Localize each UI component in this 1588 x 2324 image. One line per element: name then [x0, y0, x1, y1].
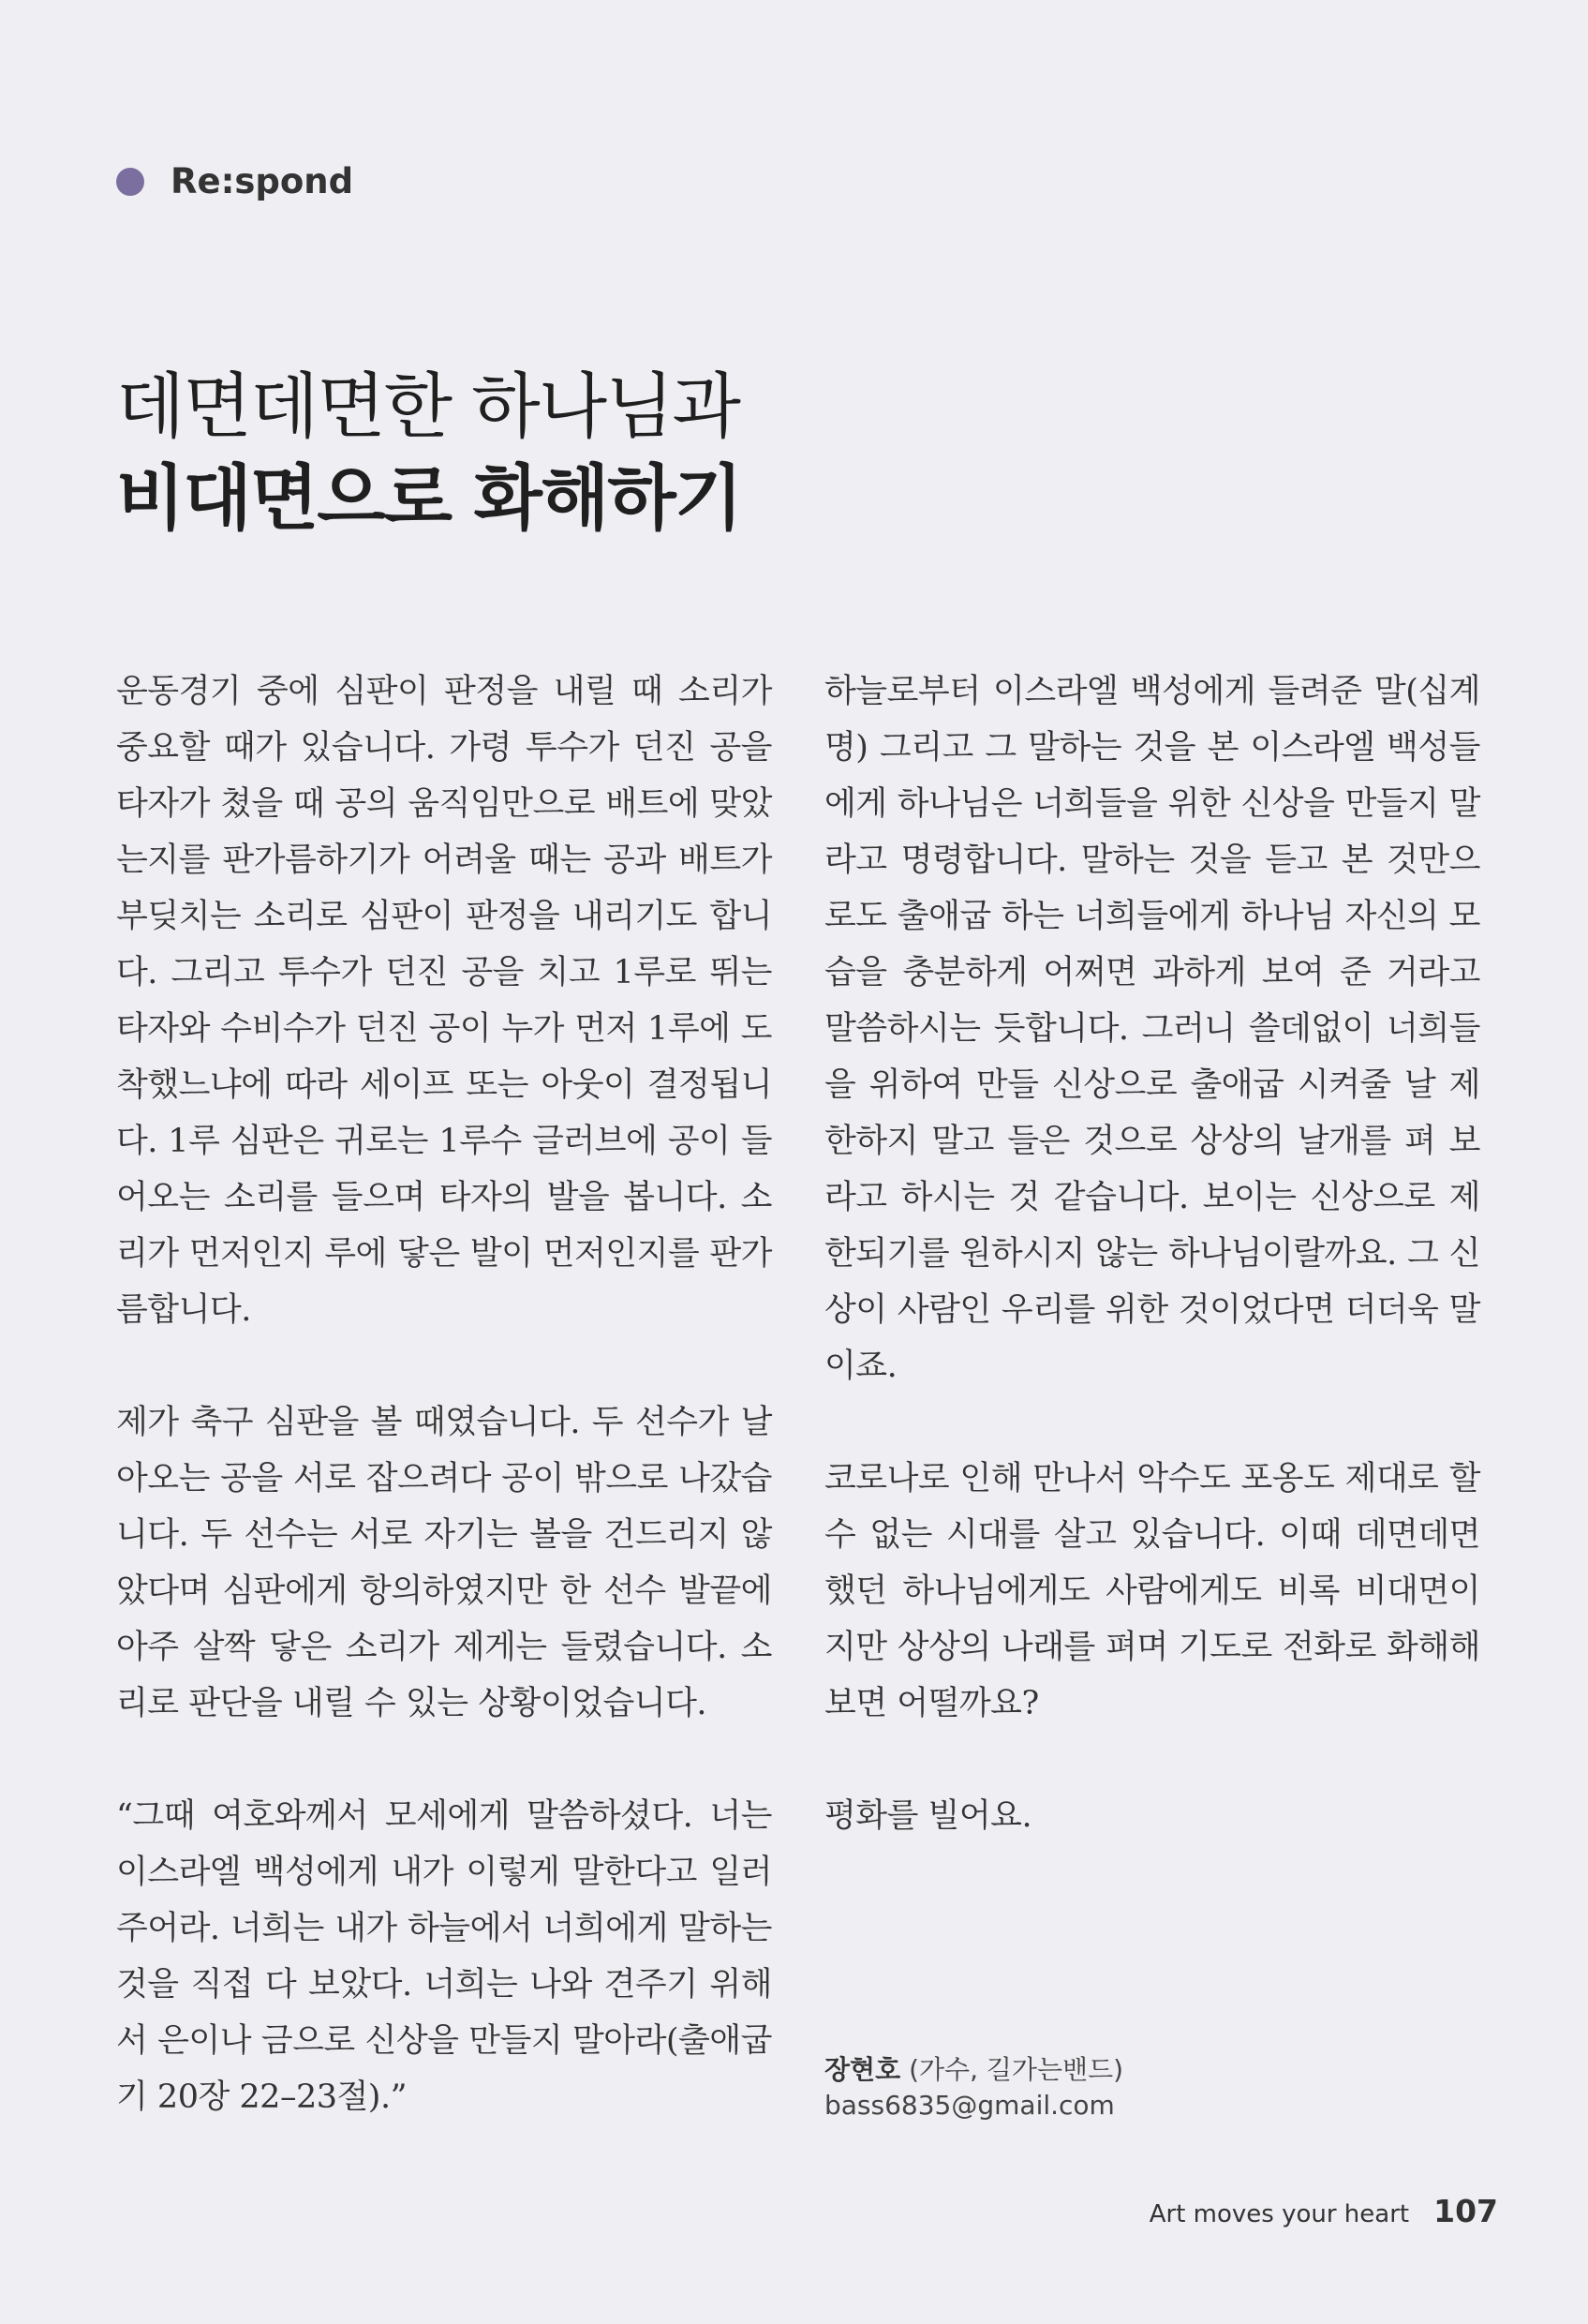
article-title-line2: 비대면으로 화해하기	[116, 456, 742, 540]
scripture-quote: “그때 여호와께서 모세에게 말씀하셨다. 너는 이스라엘 백성에게 내가 이렇게 말한다고 일러 주어라. 너희는 내가 하늘에서 너희에게 말하는 것을 직접 다 보았다. 너희는 나와 견주기 위해서 은이나 금으로 신상을 만들지 말아라(출애굽기 20장 22–23절).”	[116, 1797, 772, 2116]
footer-tagline: Art moves your heart	[1149, 2200, 1410, 2228]
section-bullet-icon	[116, 168, 144, 196]
closing-line: 평화를 빌어요.	[824, 1797, 1032, 1835]
left-column	[116, 663, 772, 2182]
author-name: 장현호	[824, 2054, 901, 2085]
article-title	[116, 361, 741, 544]
section-label: Re:spond	[171, 161, 354, 201]
author-email[interactable]: bass6835@gmail.com	[824, 2090, 1115, 2121]
right-column	[824, 663, 1480, 1900]
author-role: (가수, 길가는밴드)	[909, 2054, 1124, 2085]
body-paragraph: 하늘로부터 이스라엘 백성에게 들려준 말(십계명) 그리고 그 말하는 것을 본 이스라엘 백성들에게 하나님은 너희들을 위한 신상을 만들지 말라고 명령합니다. 말하는 것을 듣고 본 것만으로도 출애굽 하는 너희들에게 하나님 자신의 모습을 충분하게 어쩌면 과하게 보여 준 거라고 말씀하시는 듯합니다. 그러니 쓸데없이 너희들을 위하여 만들 신상으로 출애굽 시켜줄 날 제한하지 말고 들은 것으로 상상의 날개를 펴 보라고 하시는 것 같습니다. 보이는 신상으로 제한되기를 원하시지 않는 하나님이랄까요. 그 신상이 사람인 우리를 위한 것이었다면 더더욱 말이죠.	[824, 673, 1480, 1385]
page-number: 107	[1433, 2193, 1498, 2229]
body-paragraph: 코로나로 인해 만나서 악수도 포옹도 제대로 할 수 없는 시대를 살고 있습니다. 이때 데면데면했던 하나님에게도 사람에게도 비록 비대면이지만 상상의 나래를 펴며 기도로 전화로 화해해 보면 어떨까요?	[824, 1460, 1480, 1722]
body-paragraph: 제가 축구 심판을 볼 때였습니다. 두 선수가 날아오는 공을 서로 잡으려다 공이 밖으로 나갔습니다. 두 선수는 서로 자기는 볼을 건드리지 않았다며 심판에게 항의하였지만 한 선수 발끝에 아주 살짝 닿은 소리가 제게는 들렸습니다. 소리로 판단을 내릴 수 있는 상황이었습니다.	[116, 1404, 772, 1722]
article-title-line1: 데면데면한 하나님과	[116, 365, 739, 448]
section-tag	[116, 161, 353, 201]
page-footer	[1150, 2193, 1498, 2229]
body-paragraph: 운동경기 중에 심판이 판정을 내릴 때 소리가 중요할 때가 있습니다. 가령 투수가 던진 공을 타자가 쳤을 때 공의 움직임만으로 배트에 맞았는지를 판가름하기가 어려울 때는 공과 배트가 부딪치는 소리로 심판이 판정을 내리기도 합니다. 그리고 투수가 던진 공을 치고 1루로 뛰는 타자와 수비수가 던진 공이 누가 먼저 1루에 도착했느냐에 따라 세이프 또는 아웃이 결정됩니다. 1루 심판은 귀로는 1루수 글러브에 공이 들어오는 소리를 들으며 타자의 발을 봅니다. 소리가 먼저인지 루에 닿은 발이 먼저인지를 판가름합니다.	[116, 673, 772, 1329]
author-signature	[824, 2052, 1123, 2123]
